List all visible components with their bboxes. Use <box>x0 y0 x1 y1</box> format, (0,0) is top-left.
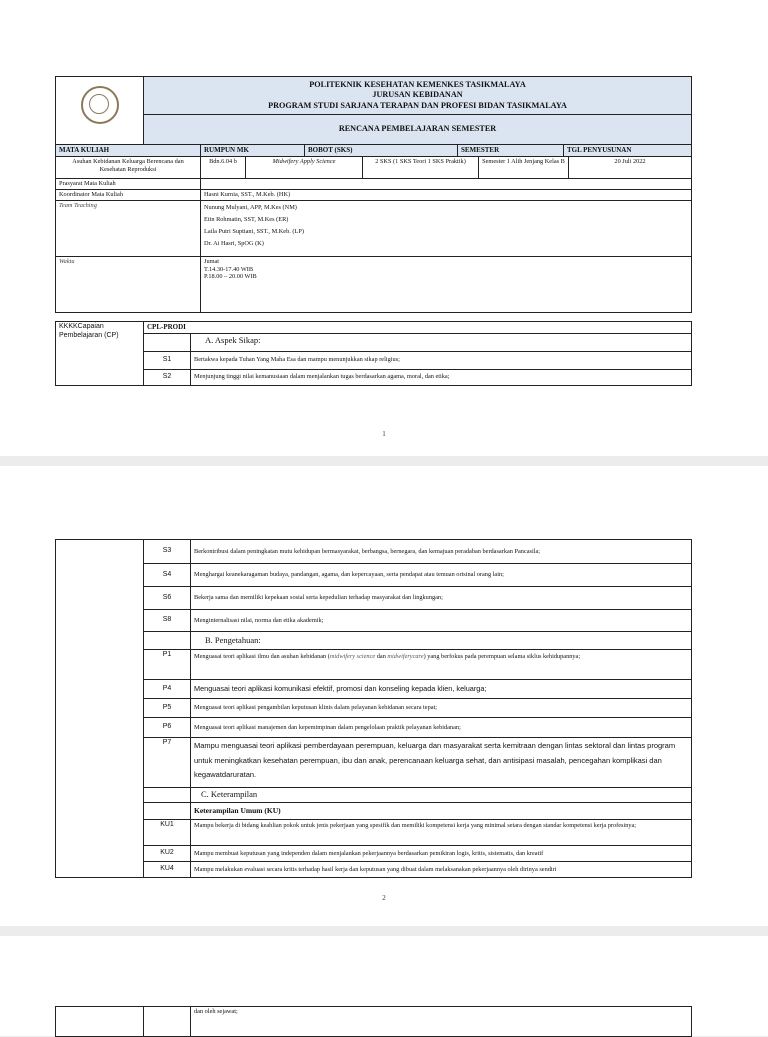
code-p4: P4 <box>144 680 191 699</box>
cp-label-continued <box>56 540 144 878</box>
code-p5: P5 <box>144 699 191 718</box>
waktu-theory: T.14.30-17.40 WIB <box>204 265 254 273</box>
outcome-s3: Berkontribusi dalam peningkatan mutu kehidupan bermasyarakat, berbangsa, bernegara, dan kemajuan peradaban berdasarkan Pancasila; <box>191 540 692 564</box>
team-member: Etin Rohmatin, SST, M.Kes (ER) <box>204 215 289 223</box>
code-ku1: KU1 <box>144 820 191 846</box>
code-p6: P6 <box>144 718 191 738</box>
code-p1: P1 <box>144 650 191 680</box>
page-number: 2 <box>382 894 386 902</box>
course-table <box>55 156 692 313</box>
team-member: Nunung Mulyani, APP, M.Kes (NM) <box>204 203 297 211</box>
col-mata-kuliah: MATA KULIAH <box>56 145 201 157</box>
cp-label-continued <box>56 1007 144 1037</box>
code-p7: P7 <box>144 738 191 788</box>
outcome-ku4: Mampu melakukan evaluasi secara kritis terhadap hasil kerja dan keputusan yang dibuat dalam melaksanakan pekerjaannya oleh dirinya sendiri <box>191 862 692 878</box>
p1-text: Menguasai teori aplikasi ilmu dan asuhan kebidanan ( <box>194 653 330 660</box>
institution-name: POLITEKNIK KESEHATAN KEMENKES TASIKMALAYA <box>309 80 526 89</box>
code-cell-empty <box>144 632 191 650</box>
cp-table-p2 <box>55 539 692 878</box>
waktu-label: Waktu <box>56 256 201 312</box>
outcome-s1: Bertakwa kepada Tuhan Yang Maha Esa dan mampu menunjukkan sikap religius; <box>191 351 692 369</box>
course-date: 20 Juli 2022 <box>569 157 692 179</box>
koordinator-value: Hasni Kurnia, SST., M.Keb. (HK) <box>201 189 692 200</box>
cp-table-p1 <box>55 321 692 386</box>
outcome-s8: Menginternalisasi nilai, norma dan etika akademik; <box>191 610 692 632</box>
waktu-value <box>201 256 692 312</box>
code-ku4: KU4 <box>144 862 191 878</box>
outcome-p4: Menguasai teori aplikasi komunikasi efektif, promosi dan konseling kepada klien, keluarga; <box>191 680 692 699</box>
koordinator-label: Koordinator Mata Kuliah <box>56 189 201 200</box>
page-1 <box>0 0 768 456</box>
col-tgl: TGL PENYUSUNAN <box>564 145 692 157</box>
program-name: PROGRAM STUDI SARJANA TERAPAN DAN PROFESI BIDAN TASIKMALAYA <box>268 100 567 110</box>
cpl-prodi-label: CPL-PRODI <box>144 322 191 334</box>
outcome-s4: Menghargai keanekaragaman budaya, pandangan, agama, dan kepercayaan, serta pendapat atau temuan orisinal orang lain; <box>191 564 692 587</box>
code-s3: S3 <box>144 540 191 564</box>
outcome-ku1: Mampu bekerja di bidang keahlian pokok untuk jenis pekerjaan yang spesifik dan memiliki kompetensi kerja yang minimal setara dengan standar kompetensi kerja profesinya; <box>191 820 692 846</box>
outcome-p6: Menguasai teori aplikasi manajemen dan kepemimpinan dalam pengelolaan praktik pelayanan kebidanan; <box>191 718 692 738</box>
col-rumpun: RUMPUN MK <box>201 145 305 157</box>
outcome-ku4-continued: dan oleh sejawat; <box>191 1007 692 1037</box>
code-cell-empty <box>144 803 191 820</box>
course-code: Bdn.6.04 b <box>201 157 246 179</box>
outcome-ku2: Mampu membuat keputusan yang independen dalam menjalankan pekerjaannya berdasarkan pemikiran logis, kritis, sistematis, dan kreatif <box>191 846 692 862</box>
sikap-heading: A. Aspek Sikap: <box>191 333 692 351</box>
code-s4: S4 <box>144 564 191 587</box>
p1-text: ) yang berfokus pada perempuan selama siklus kehidupannya; <box>423 653 581 660</box>
code-s2: S2 <box>144 369 191 385</box>
cp-table-p3 <box>55 1006 692 1037</box>
page-2 <box>0 466 768 926</box>
code-cell-empty <box>144 788 191 803</box>
outcome-p7: Mampu menguasai teori aplikasi pemberdayaan perempuan, keluarga dan masyarakat serta kemitraan dengan lintas sektoral dan lintas program untuk meningkatkan kesehatan perempuan, ibu dan anak, perencanaan keluarga sehat, dan antisipasi masalah, pencegahan komplikasi dan kegawatdaruratan. <box>191 738 692 788</box>
col-bobot: BOBOT (SKS) <box>305 145 458 157</box>
ku-heading: Keterampilan Umum (KU) <box>191 803 692 820</box>
course-rumpun: Midwifery Apply Science <box>246 157 363 179</box>
logo-cell <box>56 77 144 145</box>
outcome-s6: Bekerja sama dan memiliki kepekaan sosial serta kepedulian terhadap masyarakat dan lingkungan; <box>191 587 692 610</box>
team-teaching-list <box>201 200 692 256</box>
institution-seal-icon <box>81 86 119 124</box>
cpl-prodi-spacer <box>191 322 692 334</box>
team-member: Laila Putri Suptiani, SST., M.Keb. (LP) <box>204 227 304 235</box>
course-semester: Semester 1 Alih Jenjang Kelas B <box>479 157 569 179</box>
pengetahuan-heading: B. Pengetahuan: <box>191 632 692 650</box>
waktu-practice: P.18.00 – 20.00 WIB <box>204 273 257 281</box>
course-bobot: 2 SKS (1 SKS Teori 1 SKS Praktik) <box>363 157 479 179</box>
outcome-s2: Menjunjung tinggi nilai kemanusiaan dalam menjalankan tugas berdasarkan agama, moral, dan etika; <box>191 369 692 385</box>
code-cell-empty <box>144 1007 191 1037</box>
team-member: Dr. Ai Hasri, SpOG (K) <box>204 239 264 247</box>
cp-label: KKKKCapaian Pembelajaran (CP) <box>56 322 144 386</box>
p1-italic: midwiferycare <box>387 653 424 660</box>
rps-header-table <box>55 76 692 157</box>
p1-italic: midwifery science <box>329 653 376 660</box>
course-name: Asuhan Kebidanan Keluarga Berencana dan Kesehatan Reproduksi <box>56 157 201 179</box>
waktu-day: Jumat <box>204 257 220 265</box>
p1-text: dan <box>375 653 388 660</box>
institution-header <box>144 77 692 115</box>
code-s8: S8 <box>144 610 191 632</box>
code-s1: S1 <box>144 351 191 369</box>
outcome-p5: Menguasai teori aplikasi pengambilan keputusan klinis dalam pelayanan kebidanan secara tepat; <box>191 699 692 718</box>
page-number: 1 <box>382 430 386 438</box>
outcome-p1 <box>191 650 692 680</box>
prasyarat-label: Prasyarat Mata Kuliah <box>56 179 201 190</box>
col-semester: SEMESTER <box>458 145 564 157</box>
code-s6: S6 <box>144 587 191 610</box>
document-title: RENCANA PEMBELAJARAN SEMESTER <box>144 115 692 145</box>
prasyarat-value <box>201 179 692 190</box>
keterampilan-heading: C. Keterampilan <box>191 788 692 803</box>
page-3 <box>0 936 768 1036</box>
code-cell-empty <box>144 333 191 351</box>
code-ku2: KU2 <box>144 846 191 862</box>
department-name: JURUSAN KEBIDANAN <box>372 90 463 100</box>
team-teaching-label: Team Teaching <box>56 200 201 256</box>
